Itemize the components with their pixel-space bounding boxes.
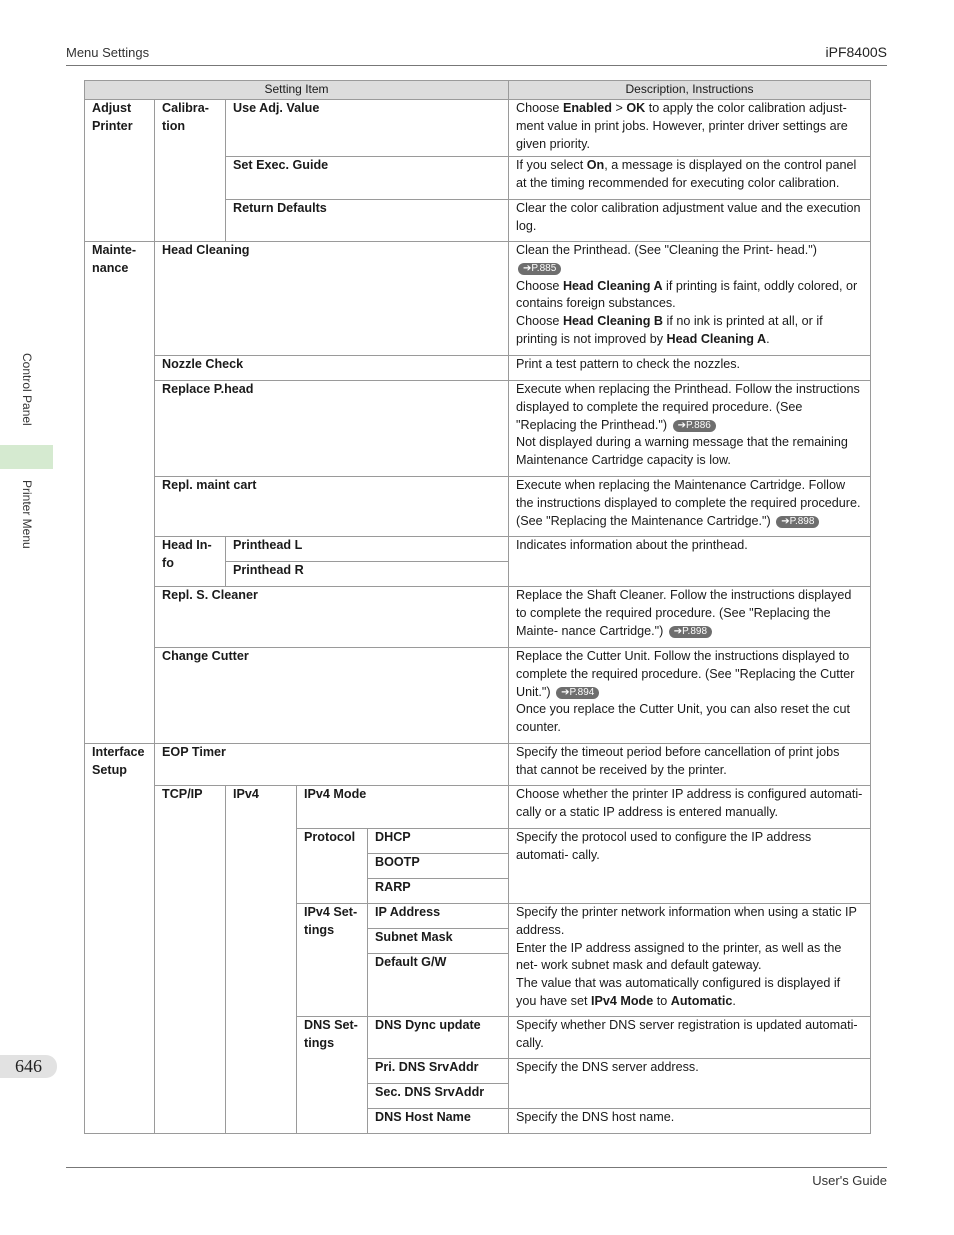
item-rarp: RARP [368,879,509,904]
header-rule [66,65,887,66]
item-pri-dns: Pri. DNS SrvAddr [368,1059,509,1084]
running-footer-guide: User's Guide [812,1173,887,1188]
item-change-cutter: Change Cutter [155,648,509,744]
page-number: 646 [0,1055,57,1078]
item-dns-host-name: DNS Host Name [368,1109,509,1134]
group-head-info: Head In- fo [155,537,226,587]
page-ref-link[interactable]: ➔P.898 [669,626,712,638]
item-repl-s-cleaner: Repl. S. Cleaner [155,587,509,648]
footer-rule [66,1167,887,1168]
table-header-row [85,81,871,100]
desc-replace-phead: Execute when replacing the Printhead. Follow the instructions displayed to complete the required procedure. (See "Replacing the Printhead.") ➔P.886 Not displayed during a warning message that the remaining Maintenance Cartridge capacity is low. [509,381,871,477]
group-protocol: Protocol [297,829,368,904]
item-printhead-l: Printhead L [226,537,509,562]
group-dns-settings: DNS Set- tings [297,1017,368,1134]
desc-use-adj-value: Choose Enabled > OK to apply the color calibration adjust- ment value in print jobs. However, printer driver settings are given priority. [509,100,871,157]
desc-head-cleaning: Clean the Printhead. (See "Cleaning the Print- head.") ➔P.885 Choose Head Cleaning A if printing is faint, oddly colored, or contains foreign substances. Choose Head Cleaning B if no ink is printed at all, or if printing is not improved by Head Cleaning A. [509,242,871,356]
table-row [85,477,871,537]
item-replace-phead: Replace P.head [155,381,509,477]
item-subnet-mask: Subnet Mask [368,929,509,954]
desc-dns-srv: Specify the DNS server address. [509,1059,871,1109]
table-row [85,648,871,744]
table-row [85,381,871,477]
desc-dns-dync-update: Specify whether DNS server registration is updated automati- cally. [509,1017,871,1059]
desc-protocol: Specify the protocol used to configure the IP address automati- cally. [509,829,871,904]
desc-eop-timer: Specify the timeout period before cancellation of print jobs that cannot be received by the printer. [509,744,871,786]
item-eop-timer: EOP Timer [155,744,509,786]
item-nozzle-check: Nozzle Check [155,356,509,381]
table-row [85,100,871,157]
item-set-exec-guide: Set Exec. Guide [226,157,509,200]
page-ref-link[interactable]: ➔P.885 [518,263,561,275]
group-interface-setup: Interface Setup [85,744,155,1134]
item-dns-dync-update: DNS Dync update [368,1017,509,1059]
item-ipv4-mode: IPv4 Mode [297,786,509,829]
desc-set-exec-guide: If you select On, a message is displayed on the control panel at the timing recommended for executing color calibration. [509,157,871,200]
item-repl-maint-cart: Repl. maint cart [155,477,509,537]
desc-return-defaults: Clear the color calibration adjustment value and the execution log. [509,200,871,242]
page-ref-link[interactable]: ➔P.886 [673,420,716,432]
table-row [85,242,871,356]
item-dhcp: DHCP [368,829,509,854]
table-row [85,744,871,786]
group-calibration: Calibra- tion [155,100,226,242]
side-tab-control-panel: Control Panel [20,353,34,426]
page-ref-link[interactable]: ➔P.894 [556,687,599,699]
side-tab-printer-menu: Printer Menu [20,480,34,549]
item-return-defaults: Return Defaults [226,200,509,242]
side-tab-highlight [0,445,53,469]
item-head-cleaning: Head Cleaning [155,242,509,356]
table-row [85,587,871,648]
desc-head-info: Indicates information about the printhead. [509,537,871,587]
group-adjust-printer: Adjust Printer [85,100,155,242]
running-header-section: Menu Settings [66,45,150,60]
desc-repl-maint-cart: Execute when replacing the Maintenance Cartridge. Follow the instructions displayed to complete the required procedure. (See "Replacing the Maintenance Cartridge.") ➔P.898 [509,477,871,537]
desc-ipv4-mode: Choose whether the printer IP address is configured automati- cally or a static IP address is entered manually. [509,786,871,829]
group-ipv4-settings: IPv4 Set- tings [297,904,368,1017]
col-header-setting: Setting Item [85,81,509,100]
desc-change-cutter: Replace the Cutter Unit. Follow the instructions displayed to complete the required procedure. (See "Replacing the Cutter Unit.") ➔P.894 Once you replace the Cutter Unit, you can also reset the cut counter. [509,648,871,744]
group-tcpip: TCP/IP [155,786,226,1134]
running-header-model: iPF8400S [825,44,887,60]
item-use-adj-value: Use Adj. Value [226,100,509,157]
table-row [85,356,871,381]
table-row [85,537,871,562]
desc-ipv4-settings: Specify the printer network information when using a static IP address. Enter the IP address assigned to the printer, as well as the net- work subnet mask and default gateway. The value that was automatically configured is displayed if you have set IPv4 Mode to Automatic. [509,904,871,1017]
item-ip-address: IP Address [368,904,509,929]
item-default-gw: Default G/W [368,954,509,1017]
item-bootp: BOOTP [368,854,509,879]
page-ref-link[interactable]: ➔P.898 [776,516,819,528]
item-printhead-r: Printhead R [226,562,509,587]
menu-settings-table [84,80,871,1134]
col-header-description: Description, Instructions [509,81,871,100]
item-sec-dns: Sec. DNS SrvAddr [368,1084,509,1109]
desc-nozzle-check: Print a test pattern to check the nozzles. [509,356,871,381]
desc-repl-s-cleaner: Replace the Shaft Cleaner. Follow the instructions displayed to complete the required procedure. (See "Replacing the Mainte- nance Cartridge.") ➔P.898 [509,587,871,648]
table-row [85,786,871,829]
desc-dns-host-name: Specify the DNS host name. [509,1109,871,1134]
group-maintenance: Mainte- nance [85,242,155,744]
group-ipv4: IPv4 [226,786,297,1134]
